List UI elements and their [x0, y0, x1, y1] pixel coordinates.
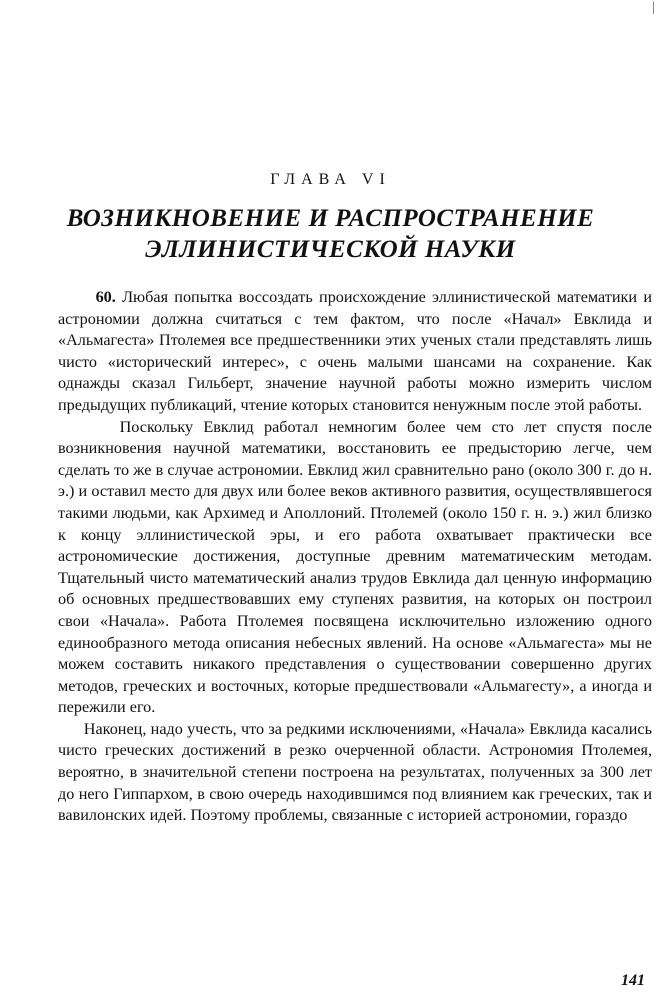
paragraph-text: Любая попытка воссоздать происхождение эллинистической математики и астрономии должна считаться с тем фактом, что после «Начал» Евклида и «Альмагеста» Птолемея все предшественники этих ученых стали представлять лишь чисто «исторический интерес», с очень малыми шансами на сохранение. Как однажды сказал Гильберт, значение научной работы можно измерить числом предыдущих публикаций, чтение которых становится ненужным после этой работы. [58, 288, 652, 414]
body-text [58, 287, 652, 827]
page-edge-mark: | [652, 0, 655, 15]
paragraph-text: Поскольку Евклид работал немногим более чем сто лет спустя после возникновения научной математики, восстановить ее предысторию легче, чем сделать то же в случае астрономии. Евклид жил сравнительно рано (около 300 г. до н. э.) и оставил место для двух или более веков активного развития, осуществлявшегося такими людьми, как Архимед и Аполлоний. Птолемей (около 150 г. н. э.) жил близко к концу эллинистической эры, и его работа охватывает практически все астрономические достижения, доступные древним математическим методам. Тщательный чисто математический анализ трудов Евклида дал ценную информацию об основных предшествовавших ему ступенях развития, на которых он построил свои «Начала». Работа Птолемея посвящена исключительно изложению одного единообразного метода описания небесных явлений. На основе «Альмагеста» мы не можем составить никакого представления о существовании совершенно других методов, греческих и восточных, которые предшествовали «Альмагесту», а иногда и пережили его. [58, 417, 652, 717]
chapter-label: ГЛАВА VI [270, 171, 391, 188]
paragraph-text: Наконец, надо учесть, что за редкими исключениями, «Начала» Евклида касались чисто греческих достижений в резко очерченной области. Астрономия Птолемея, вероятно, в значительной степени построена на результатах, полученных за 300 лет до него Гиппархом, в свою очередь находившимся под влиянием как греческих, так и вавилонских идей. Поэтому проблемы, связанные с историей астрономии, гораздо [58, 719, 652, 825]
chapter-title [60, 203, 601, 265]
chapter-title-line: ВОЗНИКНОВЕНИЕ И РАСПРОСТРАНЕНИЕ [66, 205, 595, 232]
page-number: 141 [621, 972, 645, 989]
section-number: 60. [95, 288, 116, 306]
paragraph [58, 417, 652, 719]
paragraph [58, 719, 652, 827]
paragraph [58, 287, 652, 417]
chapter-title-line: ЭЛЛИНИСТИЧЕСКОЙ НАУКИ [145, 236, 516, 263]
